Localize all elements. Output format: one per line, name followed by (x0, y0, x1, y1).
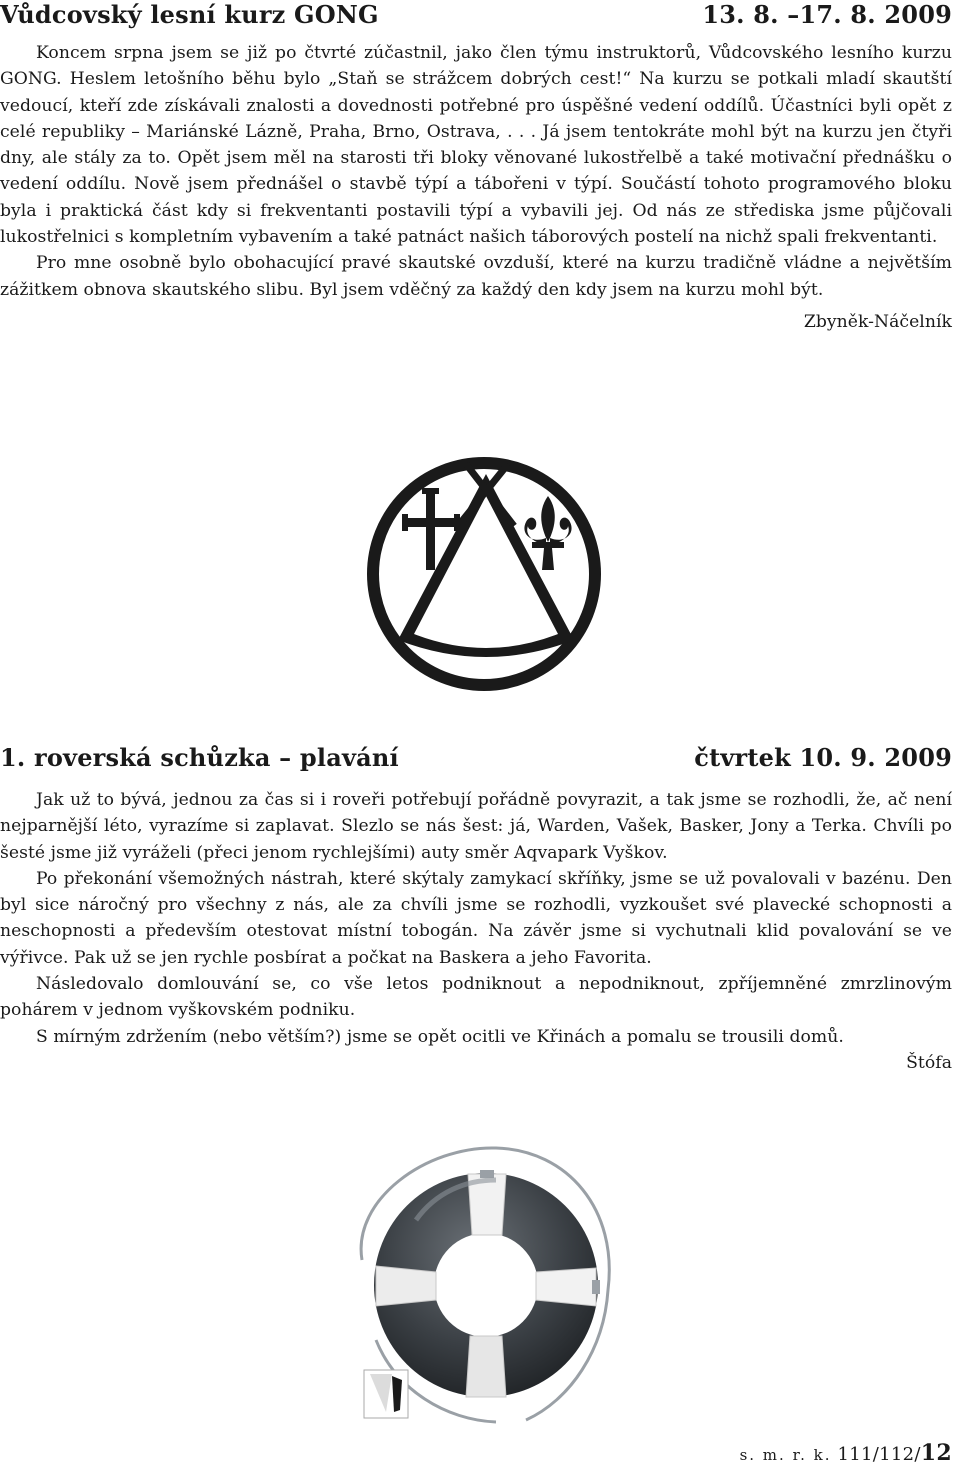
article-date: čtvrtek 10. 9. 2009 (694, 743, 952, 772)
signature: Zbyněk-Náčelník (803, 311, 952, 332)
article-title: 1. roverská schůzka – plavání (0, 743, 399, 772)
paragraph: Pro mne osobně bylo obohacující pravé skautské ovzduší, které na kurzu tradičně vládne a největším zážitkem obnova skautského slibu. Byl jsem vděčný za každý den kdy jsem na kurzu mohl být. (0, 253, 952, 300)
page-footer (740, 1440, 952, 1466)
signature: Štófa (906, 1052, 952, 1073)
paragraph: Koncem srpna jsem se již po čtvrté zúčastnil, jako člen týmu instruktorů, Vůdcovského lesního kurzu GONG. Heslem letošního běhu bylo „Staň se strážcem dobrých cest!“ Na kurzu se potkali mladí skautští vedoucí, kteří zde získávali znalosti a dovednosti potřebné pro úspěšné vedení oddílů. Účastníci byli opět z celé republiky – Mariánské Lázně, Praha, Brno, Ostrava, . . . Já jsem tentokráte mohl být na kurzu jen čtyři dny, ale stály za to. Opět jsem měl na starosti tři bloky věnované lukostřelbě a také motivační přednášku o vedení oddílu. Nově jsem přednášel o stavbě týpí a tábořeni v týpí. Součástí tohoto programového bloku byla i praktická část kdy si frekventanti postavili týpí a vybavili jej. Od nás ze střediska jsme půjčovali lukostřelnici s kompletním vybavením a také patnáct našich táborových postelí na nichž spali frekventanti. (0, 43, 952, 248)
paragraph: Jak už to bývá, jednou za čas si i roveři potřebují pořádně povyrazit, a tak jsme se rozhodli, že, ač není nejparnější léto, vyrazíme si zaplavat. Slezlo se nás šest: já, Warden, Vašek, Basker, Jony a Terka. Chvíli po šesté jsme již vyráželi (přeci jenom rychlejšími) auty směr Aqvapark Vyškov. (0, 790, 952, 863)
article-body-swimming (0, 787, 952, 1076)
fleur-de-lis-icon (524, 496, 571, 570)
paragraph: S mírným zdržením (nebo větším?) jsme se opět ocitli ve Křinách a pomalu se trousili domů. (36, 1026, 844, 1047)
page-number: 12 (920, 1440, 952, 1466)
article-heading-gong (0, 0, 952, 29)
lifebuoy-icon (356, 1140, 618, 1430)
paragraph: Po překonání všemožných nástrah, které skýtaly zamykací skříňky, jsme se už povalovali v bazénu. Den byl sice náročný pro všechny z nás, ale za chvíli jsme se rozhodli, vyzkoušet své plavecké schopnosti a neschopnosti a především otestovat místní tobogán. Na závěr jsme si vychutnali klid povalování se ve výřivce. Pak už se jen rychle posbírat a počkat na Baskera a jeho Favorita. (0, 868, 952, 968)
article-title: Vůdcovský lesní kurz GONG (0, 0, 379, 29)
article-date: 13. 8. –17. 8. 2009 (702, 0, 952, 29)
gong-course-emblem-icon (362, 452, 606, 696)
issue-number: 111/112/ (837, 1444, 921, 1465)
article-heading-swimming (0, 743, 952, 772)
article-body-gong (0, 40, 952, 335)
paragraph: Následovalo domlouvání se, co vše letos podniknout a nepodniknout, zpříjemněné zmrzlinovým pohárem v jednom vyškovském podniku. (0, 974, 952, 1021)
magazine-name: s. m. r. k. (739, 1446, 832, 1464)
